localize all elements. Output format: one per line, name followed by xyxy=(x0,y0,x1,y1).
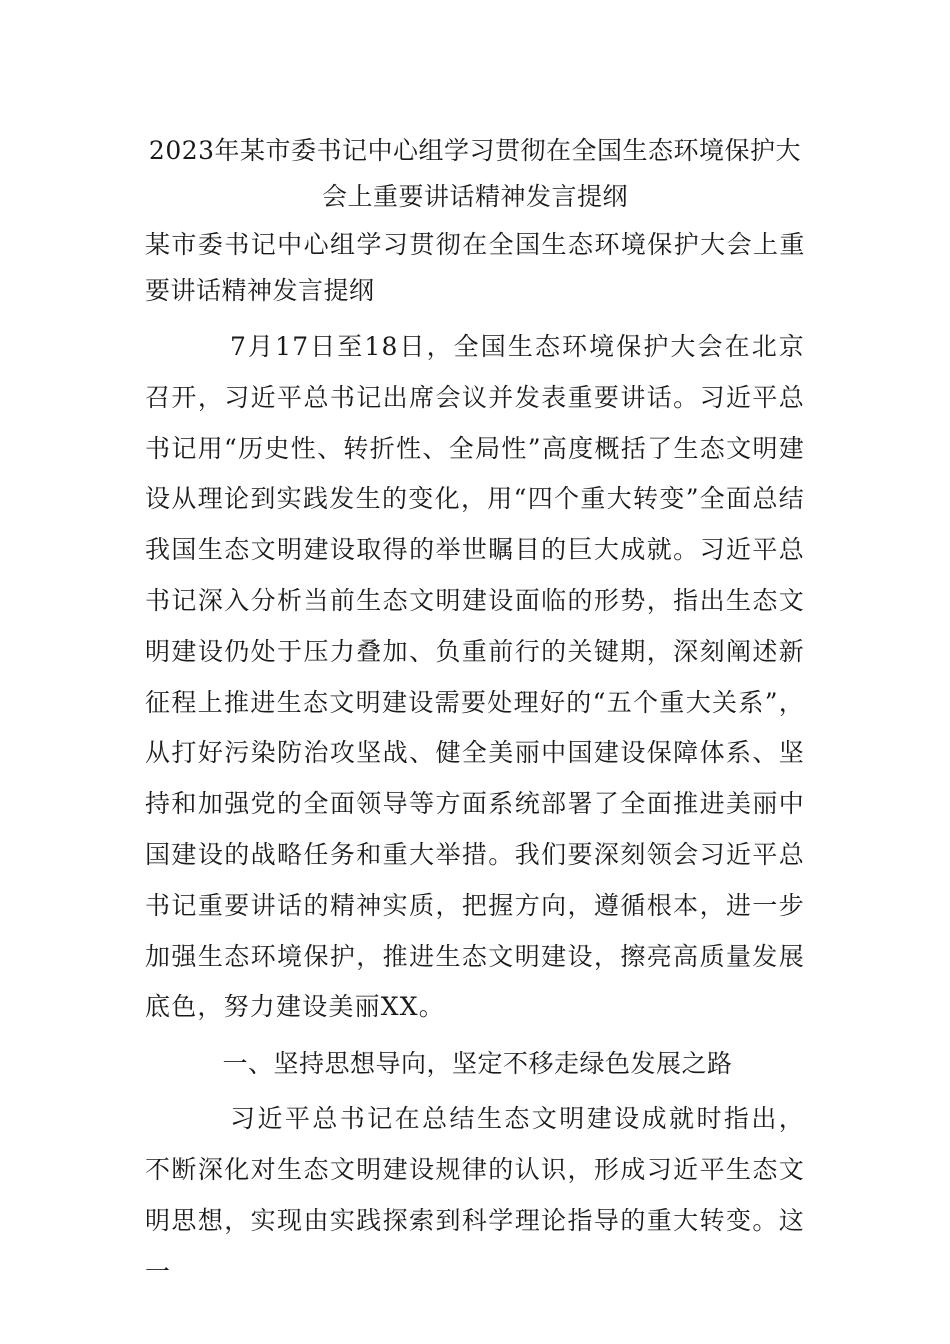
document-title: 2023年某市委书记中心组学习贯彻在全国生态环境保护大会上重要讲话精神发言提纲 xyxy=(148,136,802,211)
document-body xyxy=(145,128,805,1297)
intro-paragraph: 7月17日至18日，全国生态环境保护大会在北京召开，习近平总书记出席会议并发表重要讲话。习近平总书记用“历史性、转折性、全局性”高度概括了生态文明建设从理论到实践发生的变化，用“四个重大转变”全面总结我国生态文明建设取得的举世瞩目的巨大成就。习近平总书记深入分析当前生态文明建设面临的形势，指出生态文明建设仍处于压力叠加、负重前行的关键期，深刻阐述新征程上推进生态文明建设需要处理好的“五个重大关系”，从打好污染防治攻坚战、健全美丽中国建设保障体系、坚持和加强党的全面领导等方面系统部署了全面推进美丽中国建设的战略任务和重大举措。我们要深刻领会习近平总书记重要讲话的精神实质，把握方向，遵循根本，进一步加强生态环境保护，推进生态文明建设，擦亮高质量发展底色，努力建设美丽XX。 xyxy=(145,332,805,1022)
section-heading-1: 一、坚持思想导向，坚定不移走绿色发展之路 xyxy=(222,1049,733,1079)
document-subtitle: 某市委书记中心组学习贯彻在全国生态环境保护大会上重要讲话精神发言提纲 xyxy=(145,230,805,305)
section-1-paragraph: 习近平总书记在总结生态文明建设成就时指出，不断深化对生态文明建设规律的认识，形成习近平生态文明思想，实现由实践探索到科学理论指导的重大转变。这一 xyxy=(145,1104,805,1286)
